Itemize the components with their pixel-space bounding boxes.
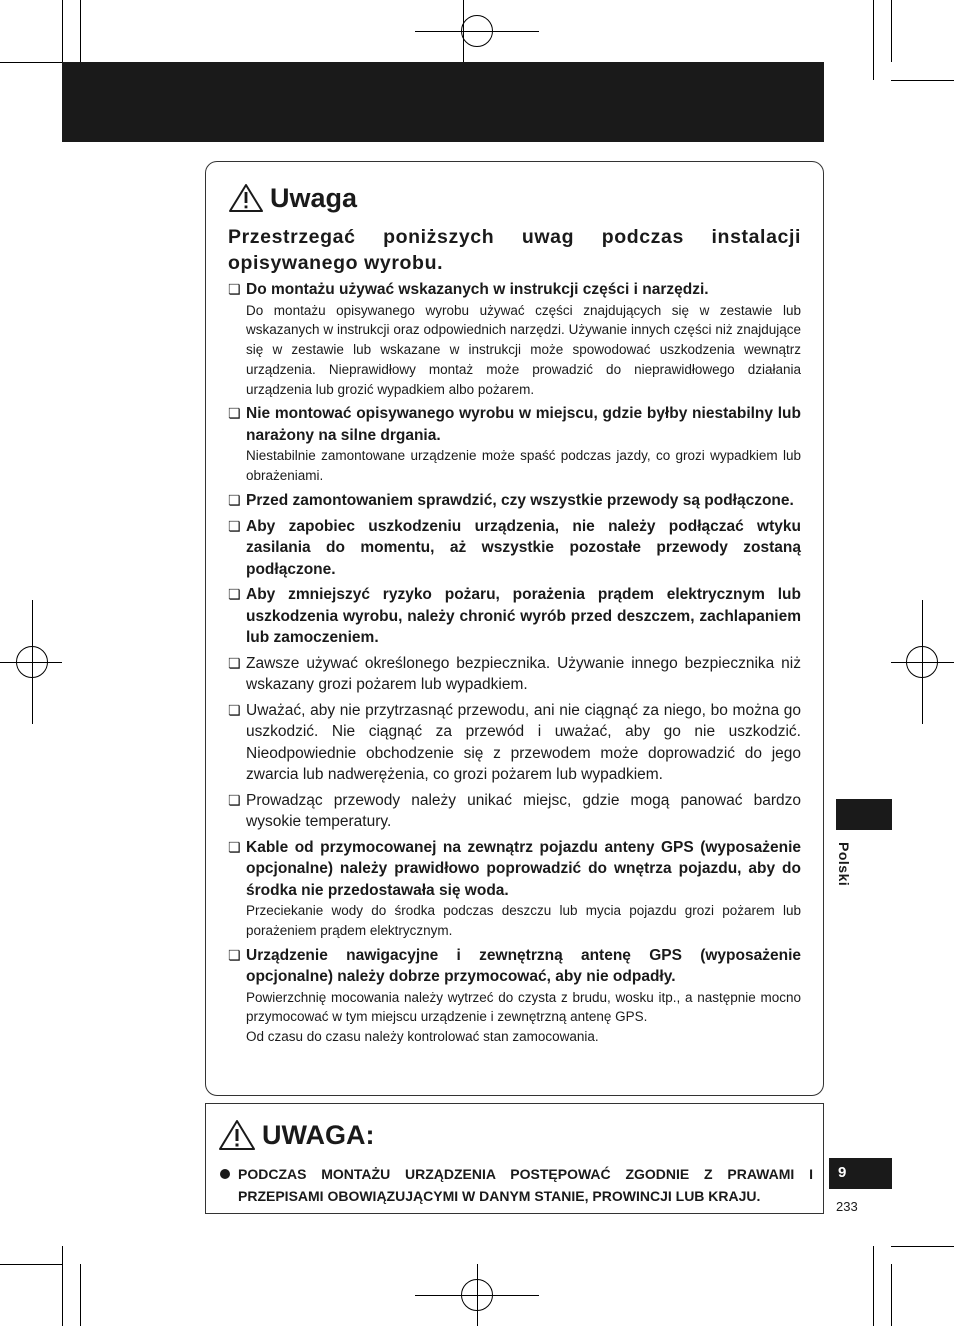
language-label bbox=[834, 842, 854, 902]
list-item bbox=[228, 700, 801, 786]
caution-box bbox=[205, 161, 824, 1096]
checkbox-bullet-icon: ❏ bbox=[228, 791, 241, 808]
crop-mark bbox=[891, 80, 954, 81]
checkbox-bullet-icon: ❏ bbox=[228, 281, 241, 297]
item-text: Uważać, aby nie przytrzasnąć przewodu, ani nie ciągnąć za niego, bo można go uszkodzić. Nie ciągnąć za przewód i uważać, aby go nie uszkodzić. Nieodpowiednie obchodzenie się z przewodem może doprowadzić do jego zwarcia lub nadwerężenia, co grozi pożarem lub wypadkiem. bbox=[246, 701, 801, 784]
list-item bbox=[228, 584, 801, 649]
warning-triangle-icon bbox=[218, 1119, 256, 1151]
header-bar bbox=[62, 62, 824, 142]
list-item bbox=[228, 790, 801, 833]
caution-title: Uwaga bbox=[270, 182, 358, 213]
registration-mark bbox=[16, 646, 48, 678]
checkbox-bullet-icon: ❏ bbox=[228, 517, 241, 534]
checkbox-bullet-icon: ❏ bbox=[228, 838, 241, 855]
item-heading: Aby zapobiec uszkodzeniu urządzenia, nie należy podłączać wtyku zasilania do momentu, aż wszystkie pozostałe przewody zostaną podłączone. bbox=[246, 517, 801, 578]
item-heading: Aby zmniejszyć ryzyko pożaru, porażenia prądem elektrycznym lub uszkodzenia wyrobu, należy chronić wyrób przed deszczem, zachlapaniem lub zamoczeniem. bbox=[246, 586, 801, 647]
warning-heading bbox=[218, 1118, 813, 1152]
list-item bbox=[228, 837, 801, 941]
bullet-dot-icon bbox=[220, 1169, 230, 1179]
item-detail: Do montażu opisywanego wyrobu używać części znajdujących się w zestawie lub wskazanych w instrukcji oraz odpowiednich narzędzi. Używanie innych części niż znajdujące się w zestawie lub wskazane w instrukcji może spowodować uszkodzenia wewnątrz urządzenia. Nieprawidłowy montaż może prowadzić do nieprawidłowego działania urządzenia lub grozić wypadkiem albo pożarem. bbox=[246, 302, 801, 397]
item-detail: Niestabilnie zamontowane urządzenie może spaść podczas jazdy, co grozi wypadkiem lub obrażeniami. bbox=[246, 448, 801, 484]
page-number: 233 bbox=[836, 1199, 858, 1214]
caution-subtitle: Przestrzegać poniższych uwag podczas instalacji opisywanego wyrobu. bbox=[228, 226, 801, 274]
crop-mark bbox=[873, 1246, 874, 1326]
caution-heading bbox=[228, 182, 801, 214]
item-text: Prowadząc przewody należy unikać miejsc, gdzie mogą panować bardzo wysokie temperatury. bbox=[246, 791, 801, 831]
list-item bbox=[228, 516, 801, 581]
item-detail: Przeciekanie wody do środka podczas deszczu lub mycia pojazdu grozi pożarem lub porażeniem prądem elektrycznym. bbox=[246, 903, 801, 938]
list-item bbox=[228, 279, 801, 399]
checkbox-bullet-icon: ❏ bbox=[228, 586, 241, 603]
crop-mark bbox=[891, 0, 892, 62]
crop-mark bbox=[873, 0, 874, 80]
item-detail: Od czasu do czasu należy kontrolować stan zamocowania. bbox=[246, 1029, 599, 1045]
item-heading: Nie montować opisywanego wyrobu w miejscu, gdzie byłby niestabilny lub narażony na silne drgania. bbox=[246, 405, 801, 444]
warning-text: PODCZAS MONTAŻU URZĄDZENIA POSTĘPOWAĆ ZGODNIE Z PRAWAMI I PRZEPISAMI OBOWIĄZUJĄCYMI W DANYM STANIE, PROWINCJI LUB KRAJU. bbox=[238, 1166, 813, 1204]
crop-mark bbox=[891, 1246, 954, 1247]
warning-box bbox=[205, 1103, 824, 1214]
item-heading: Do montażu używać wskazanych w instrukcji części i narzędzi. bbox=[246, 281, 709, 298]
registration-mark bbox=[461, 15, 493, 47]
checkbox-bullet-icon: ❏ bbox=[228, 946, 241, 963]
language-tab-marker bbox=[836, 799, 892, 830]
warning-triangle-icon bbox=[228, 183, 264, 213]
crop-mark bbox=[80, 0, 81, 62]
crop-mark bbox=[80, 1264, 81, 1326]
item-text: Zawsze używać określonego bezpiecznika. Używanie innego bezpiecznika niż wskazany grozi pożarem lub wypadkiem. bbox=[246, 654, 801, 694]
checkbox-bullet-icon: ❏ bbox=[228, 405, 241, 422]
crop-mark bbox=[891, 1264, 892, 1326]
chapter-number: 9 bbox=[829, 1158, 892, 1189]
item-heading: Przed zamontowaniem sprawdzić, czy wszystkie przewody są podłączone. bbox=[246, 492, 794, 510]
crop-mark bbox=[62, 1246, 63, 1326]
list-item bbox=[228, 653, 801, 696]
crop-mark bbox=[0, 62, 62, 63]
caution-list bbox=[228, 279, 801, 1047]
list-item bbox=[228, 403, 801, 486]
item-heading: Kable od przymocowanej na zewnątrz pojazdu anteny GPS (wyposażenie opcjonalne) należy prawidłowo poprowadzić do wnętrza pojazdu, aby do środka nie przedostawała się woda. bbox=[246, 838, 801, 899]
crop-mark bbox=[0, 1264, 62, 1265]
warning-item bbox=[218, 1164, 813, 1207]
warning-title: UWAGA: bbox=[262, 1119, 375, 1150]
list-item bbox=[228, 490, 801, 512]
checkbox-bullet-icon: ❏ bbox=[228, 654, 241, 671]
item-heading: Urządzenie nawigacyjne i zewnętrzną antenę GPS (wyposażenie opcjonalne) należy dobrze przymocować, aby nie odpadły. bbox=[246, 946, 801, 986]
list-item bbox=[228, 945, 801, 1047]
checkbox-bullet-icon: ❏ bbox=[228, 492, 241, 509]
checkbox-bullet-icon: ❏ bbox=[228, 701, 241, 718]
registration-mark bbox=[461, 1279, 493, 1311]
language-text: Polski bbox=[836, 842, 852, 887]
registration-mark bbox=[906, 646, 938, 678]
item-detail: Powierzchnię mocowania należy wytrzeć do czysta z brudu, wosku itp., a następnie mocno przymocować w tym miejscu urządzenie i zewnętrzną antenę GPS. bbox=[246, 989, 801, 1025]
